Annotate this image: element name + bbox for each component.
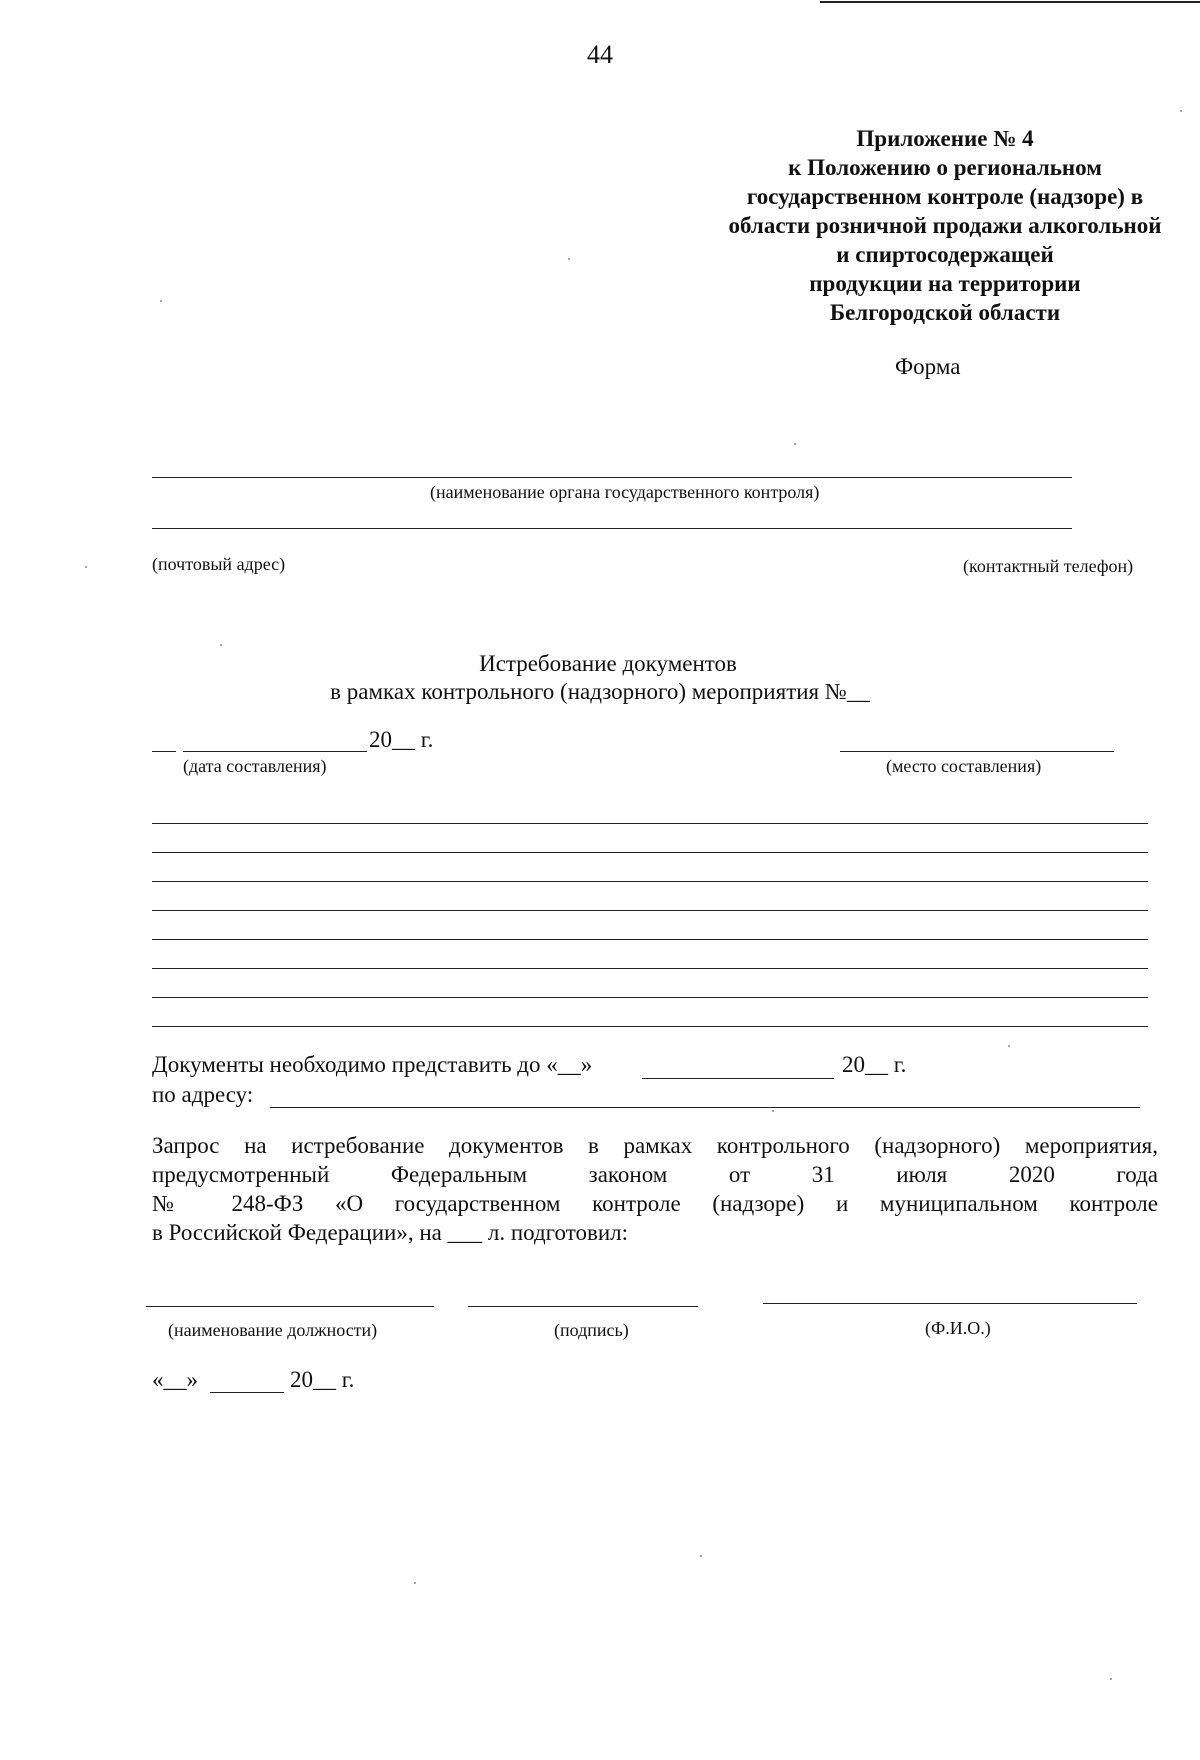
scan-speck	[794, 443, 796, 445]
signing-date-day: «__»	[152, 1367, 198, 1392]
document-subtitle: в рамках контрольного (надзорного) мероприятия №__	[330, 679, 870, 704]
date-month-field[interactable]	[183, 751, 367, 752]
scan-edge-line	[820, 1, 1200, 3]
appendix-line: Белгородской области	[829, 300, 1061, 325]
appendix-line: области розничной продажи алкогольной	[728, 213, 1162, 238]
authority-caption: (наименование органа государственного контроля)	[430, 482, 820, 502]
place-field[interactable]	[840, 751, 1114, 752]
scan-speck	[700, 1555, 702, 1557]
deadline-text: Документы необходимо представить до «__»	[152, 1052, 593, 1077]
page-number: 44	[587, 40, 613, 69]
authority-address-field[interactable]	[152, 528, 1072, 529]
scan-speck	[568, 258, 570, 260]
signature-caption: (подпись)	[554, 1320, 629, 1340]
position-field[interactable]	[146, 1306, 434, 1307]
paragraph-line: Запрос на истребование документов в рамках контрольного (надзорного) мероприятия,	[152, 1133, 1158, 1158]
form-label: Форма	[895, 354, 961, 379]
place-caption: (место составления)	[886, 756, 1042, 776]
document-title: Истребование документов	[479, 651, 737, 676]
contact-phone-caption: (контактный телефон)	[963, 556, 1134, 576]
scan-speck	[220, 644, 222, 646]
postal-address-caption: (почтовый адрес)	[152, 554, 286, 574]
signing-date-month-field[interactable]	[210, 1392, 284, 1393]
scan-speck	[85, 566, 87, 568]
scan-speck	[1008, 1045, 1010, 1047]
document-list-line[interactable]	[152, 910, 1148, 911]
date-day-field[interactable]	[152, 751, 176, 752]
document-list-line[interactable]	[152, 997, 1148, 998]
signature-field[interactable]	[468, 1306, 698, 1307]
address-field[interactable]	[270, 1107, 1140, 1108]
paragraph-line: в Российской Федерации», на ___ л. подготовил:	[152, 1220, 629, 1245]
appendix-line: государственном контроле (надзоре) в	[746, 184, 1144, 209]
request-paragraph	[152, 1131, 1158, 1247]
deadline-month-field[interactable]	[642, 1078, 834, 1079]
appendix-line: и спиртосодержащей	[836, 242, 1054, 267]
scan-speck	[772, 1110, 774, 1112]
scan-speck	[1110, 1678, 1112, 1680]
document-list-line[interactable]	[152, 881, 1148, 882]
document-list-line[interactable]	[152, 968, 1148, 969]
date-caption: (дата составления)	[183, 756, 327, 776]
date-year: 20__ г.	[369, 727, 434, 752]
address-label: по адресу:	[152, 1082, 254, 1107]
appendix-line: продукции на территории	[809, 271, 1081, 296]
appendix-line: Приложение № 4	[856, 126, 1034, 151]
authority-name-field[interactable]	[152, 477, 1072, 478]
scan-speck	[1180, 110, 1182, 112]
document-list-line[interactable]	[152, 823, 1148, 824]
document-list-line[interactable]	[152, 852, 1148, 853]
appendix-line: к Положению о региональном	[788, 155, 1102, 180]
scan-speck	[160, 300, 162, 302]
document-list-line[interactable]	[152, 1026, 1148, 1027]
position-caption: (наименование должности)	[168, 1320, 378, 1340]
signing-date-year: 20__ г.	[290, 1367, 355, 1392]
full-name-caption: (Ф.И.О.)	[925, 1318, 991, 1338]
full-name-field[interactable]	[763, 1303, 1137, 1304]
paragraph-line: предусмотренный Федеральным законом от 31 июля 2020 года	[152, 1162, 1158, 1187]
document-list-line[interactable]	[152, 939, 1148, 940]
scan-speck	[414, 1582, 416, 1584]
paragraph-line: № 248-ФЗ «О государственном контроле (надзоре) и муниципальном контроле	[152, 1191, 1158, 1216]
deadline-year: 20__ г.	[842, 1052, 907, 1077]
appendix-heading	[690, 124, 1200, 327]
